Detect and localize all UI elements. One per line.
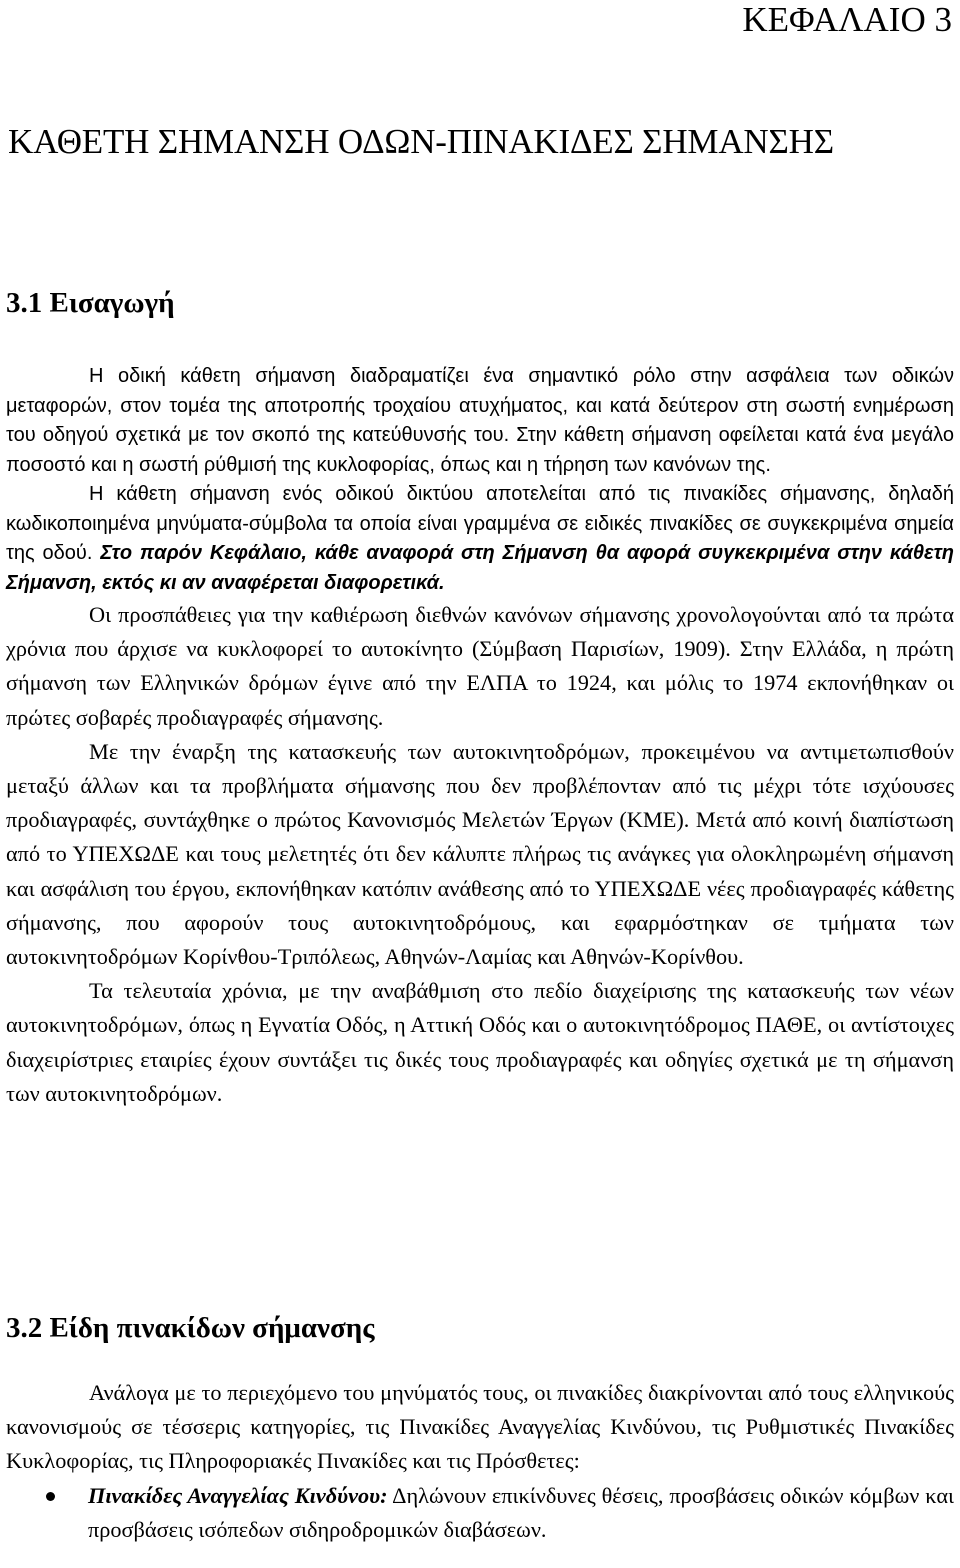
list-item [6, 1479, 954, 1547]
sign-category-list [6, 1479, 954, 1547]
intro-paragraph-5-text: Τα τελευταία χρόνια, με την αναβάθμιση στο πεδίο διαχείρισης της κατασκευής των νέων αυτοκινητοδρόμων, όπως η Εγνατία Οδός, η Αττική Οδός και ο αυτοκινητόδρομος ΠΑΘΕ, οι αντίστοιχες διαχειρίστριες εταιρίες έχουν συντάξει τις δικές τους προδιαγραφές και οδηγίες σχετικά με τη σήμανση των αυτοκινητοδρόμων. [6, 978, 954, 1106]
intro-paragraph-4 [6, 735, 954, 974]
intro-paragraph-1-text: Η οδική κάθετη σήμανση διαδραματίζει ένα σημαντικό ρόλο στην ασφάλεια των οδικών μεταφορών, στον τομέα της αποτροπής τροχαίου ατυχήματος, και κατά δεύτερον στη σωστή ενημέρωση του οδηγού σχετικά με τον σκοπό της κατεύθυνσής του. Στην κάθετη σήμανση οφείλεται κατά ένα μεγάλο ποσοστό και η σωστή ρύθμισή της κυκλοφορίας, όπως και η τήρηση των κανόνων της. [6, 365, 954, 476]
section-heading-introduction: 3.1 Εισαγωγή [6, 287, 175, 319]
list-item-text: Δηλώνουν επικίνδυνες θέσεις, προσβάσεις οδικών κόμβων και προσβάσεις ισόπεδων σιδηροδρομικών διαβάσεων. [88, 1482, 954, 1542]
bullet-icon [46, 1492, 55, 1501]
intro-paragraph-2-text: Η κάθετη σήμανση ενός οδικού δικτύου αποτελείται από τις πινακίδες σήμανσης, δηλαδή κωδικοποιημένα μηνύματα-σύμβολα τα οποία είναι γραμμένα σε ειδικές πινακίδες σε συγκεκριμένα σημεία της οδού. [6, 483, 954, 564]
intro-paragraph-3 [6, 598, 954, 735]
intro-paragraph-5 [6, 974, 954, 1111]
introduction-body [6, 362, 954, 1111]
section-heading-sign-types: 3.2 Είδη πινακίδων σήμανσης [6, 1312, 375, 1344]
intro-paragraph-1 [6, 362, 954, 480]
sign-types-paragraph-1-text: Ανάλογα με το περιεχόμενο του μηνύματός τους, οι πινακίδες διακρίνονται από τους ελληνικούς κανονισμούς σε τέσσερις κατηγορίες, τις Πινακίδες Αναγγελίας Κινδύνου, τις Ρυθμιστικές Πινακίδες Κυκλοφορίας, τις Πληροφοριακές Πινακίδες και τις Πρόσθετες: [6, 1380, 954, 1474]
list-item-term: Πινακίδες Αναγγελίας Κινδύνου: [88, 1482, 388, 1508]
intro-paragraph-3-text: Οι προσπάθειες για την καθιέρωση διεθνών κανόνων σήμανσης χρονολογούνται από τα πρώτα χρόνια που άρχισε να κυκλοφορεί το αυτοκίνητο (Σύμβαση Παρισίων, 1909). Στην Ελλάδα, η πρώτη σήμανση των Ελληνικών δρόμων έγινε από την ΕΛΠΑ το 1924, και μόλις το 1974 εκπονήθηκαν οι πρώτες σοβαρές προδιαγραφές σήμανσης. [6, 602, 954, 730]
chapter-title: ΚΑΘΕΤΗ ΣΗΜΑΝΣΗ ΟΔΩΝ-ΠΙΝΑΚΙΔΕΣ ΣΗΜΑΝΣΗΣ [8, 122, 834, 161]
intro-paragraph-4-text: Με την έναρξη της κατασκευής των αυτοκινητοδρόμων, προκειμένου να αντιμετωπισθούν μεταξύ άλλων και τα προβλήματα σήμανσης που δεν προβλέπονταν από τις μέχρι τότε ισχύουσες προδιαγραφές, συντάχθηκε ο πρώτος Κανονισμός Μελετών Έργων (ΚΜΕ). Μετά από κοινή διαπίστωση από το ΥΠΕΧΩΔΕ και τους μελετητές ότι δεν κάλυπτε πλήρως τις ανάγκες για ολοκληρωμένη σήμανση και ασφάλιση του έργου, εκπονήθηκαν κατόπιν ανάθεσης από το ΥΠΕΧΩΔΕ νέες προδιαγραφές κάθετης σήμανσης, που αφορούν τους αυτοκινητοδρόμους, και εφαρμόστηκαν σε τμήματα των αυτοκινητοδρόμων Κορίνθου-Τριπόλεως, Αθηνών-Λαμίας και Αθηνών-Κορίνθου. [6, 738, 954, 970]
chapter-label: ΚΕΦΑΛΑΙΟ 3 [742, 0, 952, 39]
intro-paragraph-2-emphasis: Στο παρόν Κεφάλαιο, κάθε αναφορά στη Σήμανση θα αφορά συγκεκριμένα στην κάθετη Σήμανση, εκτός κι αν αναφέρεται διαφορετικά. [6, 542, 955, 594]
sign-types-paragraph-1 [6, 1376, 954, 1479]
sign-types-body [6, 1376, 954, 1547]
intro-paragraph-2 [6, 480, 954, 598]
